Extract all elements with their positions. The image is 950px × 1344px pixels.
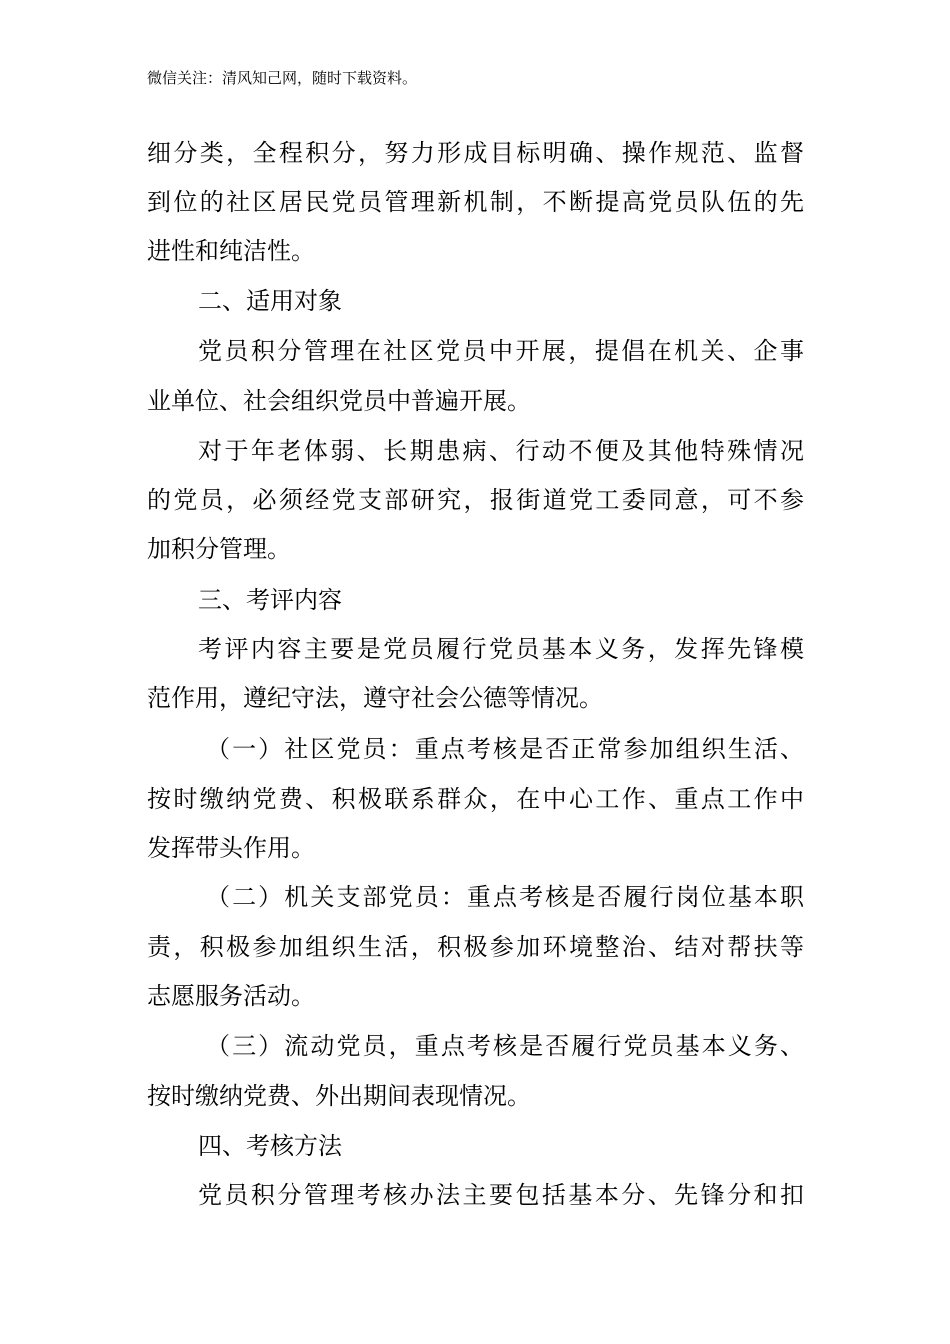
section-heading: 三、考评内容 (198, 586, 342, 614)
text-line: 进性和纯洁性。 (147, 237, 315, 265)
text-line: 到位的社区居民党员管理新机制，不断提高党员队伍的先 (147, 188, 804, 216)
text-line: （一）社区党员：重点考核是否正常参加组织生活、 (206, 735, 804, 763)
text-line: 志愿服务活动。 (147, 982, 315, 1010)
section-heading: 四、考核方法 (198, 1132, 342, 1160)
text-line: 责，积极参加组织生活，积极参加环境整治、结对帮扶等 (147, 933, 804, 961)
text-line: （二）机关支部党员：重点考核是否履行岗位基本职 (206, 883, 804, 911)
text-line: 发挥带头作用。 (147, 834, 315, 862)
header-note: 微信关注：清风知己网，随时下载资料。 (147, 69, 418, 87)
text-line: 加积分管理。 (147, 535, 291, 563)
text-line: 业单位、社会组织党员中普遍开展。 (147, 387, 531, 415)
text-line: 按时缴纳党费、积极联系群众，在中心工作、重点工作中 (147, 785, 804, 813)
text-line: 按时缴纳党费、外出期间表现情况。 (147, 1082, 531, 1110)
text-line: （三）流动党员，重点考核是否履行党员基本义务、 (206, 1032, 804, 1060)
text-line: 对于年老体弱、长期患病、行动不便及其他特殊情况 (198, 437, 804, 465)
text-line: 党员积分管理在社区党员中开展，提倡在机关、企事 (198, 337, 804, 365)
text-line: 的党员，必须经党支部研究，报街道党工委同意，可不参 (147, 486, 804, 514)
text-line: 细分类，全程积分，努力形成目标明确、操作规范、监督 (147, 139, 804, 167)
text-line: 考评内容主要是党员履行党员基本义务，发挥先锋模 (198, 635, 804, 663)
text-line: 党员积分管理考核办法主要包括基本分、先锋分和扣 (198, 1181, 804, 1209)
section-heading: 二、适用对象 (198, 287, 342, 315)
text-line: 范作用，遵纪守法，遵守社会公德等情况。 (147, 684, 603, 712)
